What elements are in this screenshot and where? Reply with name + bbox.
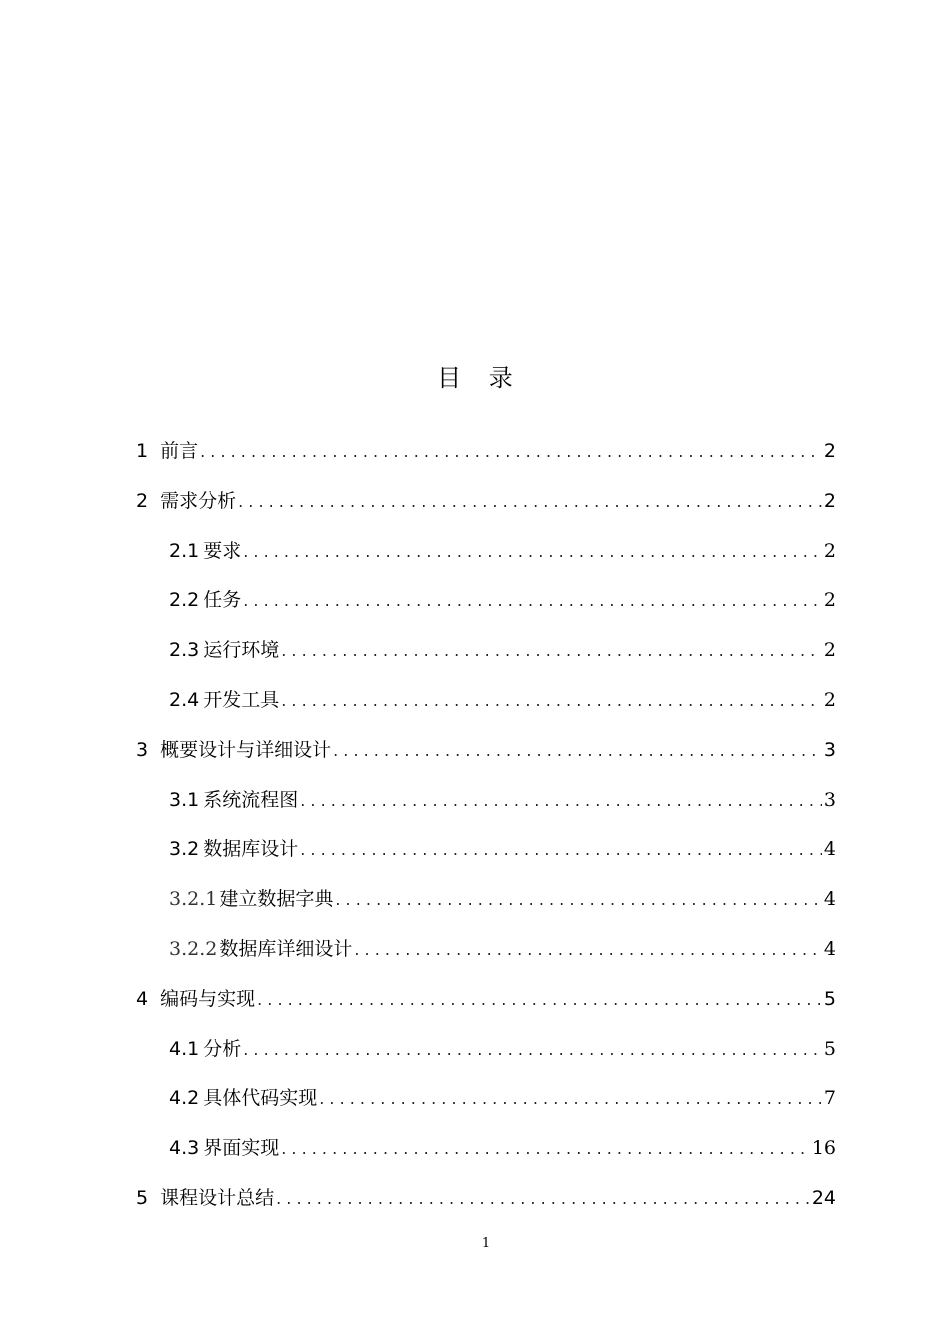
toc-page: 4 xyxy=(823,888,836,911)
toc-number: 1 xyxy=(136,440,149,462)
toc-leader xyxy=(200,442,822,461)
toc-page: 16 xyxy=(811,1137,836,1160)
toc-page: 2 xyxy=(823,589,836,612)
toc-page: 2 xyxy=(823,489,836,512)
page-title: 目 录 xyxy=(437,364,523,392)
toc-label: 界面实现 xyxy=(203,1137,280,1160)
toc-leader xyxy=(281,641,822,660)
toc-number: 3.1 xyxy=(169,788,200,811)
toc-page: 2 xyxy=(823,639,836,662)
table-of-contents xyxy=(136,436,836,1233)
toc-leader xyxy=(257,990,822,1009)
toc-leader xyxy=(300,840,822,859)
toc-label: 具体代码实现 xyxy=(203,1087,318,1110)
toc-entry-4-1[interactable] xyxy=(136,1034,836,1084)
toc-number: 3 xyxy=(136,738,149,761)
toc-label: 概要设计与详细设计 xyxy=(160,738,332,761)
toc-entry-2-3[interactable] xyxy=(136,635,836,685)
toc-label: 任务 xyxy=(203,589,242,612)
toc-leader xyxy=(281,691,822,710)
toc-leader xyxy=(243,542,822,561)
toc-entry-3-1[interactable] xyxy=(136,785,836,835)
toc-label: 前言 xyxy=(160,440,199,462)
toc-entry-5[interactable] xyxy=(136,1183,836,1233)
toc-entry-4-2[interactable] xyxy=(136,1083,836,1133)
toc-entry-3-2-2[interactable] xyxy=(136,934,836,984)
toc-leader xyxy=(333,741,822,760)
toc-label: 编码与实现 xyxy=(160,987,256,1010)
toc-label: 开发工具 xyxy=(203,688,280,711)
toc-number: 4.3 xyxy=(169,1137,200,1160)
toc-label: 运行环境 xyxy=(203,639,280,662)
toc-number: 4 xyxy=(136,987,149,1010)
toc-page: 3 xyxy=(823,788,836,811)
toc-label: 系统流程图 xyxy=(203,788,299,811)
page-number: 1 xyxy=(481,1236,491,1251)
toc-leader xyxy=(354,940,822,959)
toc-number: 4.2 xyxy=(169,1087,200,1110)
toc-leader xyxy=(276,1189,810,1208)
toc-page: 5 xyxy=(823,1037,836,1060)
toc-leader xyxy=(243,1040,822,1059)
toc-page: 5 xyxy=(823,987,836,1010)
toc-entry-1[interactable] xyxy=(136,436,836,486)
toc-page: 2 xyxy=(823,539,836,562)
toc-label: 建立数据字典 xyxy=(219,888,334,911)
toc-leader xyxy=(335,890,822,909)
toc-entry-3-2-1[interactable] xyxy=(136,884,836,934)
toc-number: 3.2.1 xyxy=(169,888,218,911)
toc-number: 3.2 xyxy=(169,838,200,861)
toc-page: 2 xyxy=(823,440,836,462)
toc-page: 7 xyxy=(823,1087,836,1110)
toc-entry-2-2[interactable] xyxy=(136,585,836,635)
toc-entry-4[interactable] xyxy=(136,984,836,1034)
toc-leader xyxy=(243,591,822,610)
toc-page: 4 xyxy=(823,937,836,960)
toc-number: 2.3 xyxy=(169,639,200,662)
toc-label: 要求 xyxy=(203,539,242,562)
toc-label: 分析 xyxy=(203,1037,242,1060)
toc-label: 数据库详细设计 xyxy=(219,937,353,960)
toc-page: 3 xyxy=(823,738,836,761)
toc-number: 3.2.2 xyxy=(169,937,218,960)
toc-leader xyxy=(238,492,822,511)
toc-leader xyxy=(319,1089,822,1108)
toc-number: 2.4 xyxy=(169,688,200,711)
toc-entry-2[interactable] xyxy=(136,486,836,536)
toc-label: 数据库设计 xyxy=(203,838,299,861)
toc-page: 2 xyxy=(823,688,836,711)
toc-number: 5 xyxy=(136,1186,149,1209)
toc-entry-2-1[interactable] xyxy=(136,536,836,586)
toc-label: 需求分析 xyxy=(160,489,237,512)
toc-leader xyxy=(281,1139,810,1158)
toc-number: 4.1 xyxy=(169,1037,200,1060)
toc-number: 2.2 xyxy=(169,589,200,612)
toc-label: 课程设计总结 xyxy=(160,1186,275,1209)
toc-entry-3-2[interactable] xyxy=(136,834,836,884)
toc-entry-2-4[interactable] xyxy=(136,685,836,735)
toc-page: 4 xyxy=(823,838,836,861)
toc-number: 2 xyxy=(136,489,149,512)
toc-entry-4-3[interactable] xyxy=(136,1133,836,1183)
toc-leader xyxy=(300,791,822,810)
toc-number: 2.1 xyxy=(169,539,200,562)
toc-page: 24 xyxy=(811,1186,836,1209)
toc-entry-3[interactable] xyxy=(136,735,836,785)
